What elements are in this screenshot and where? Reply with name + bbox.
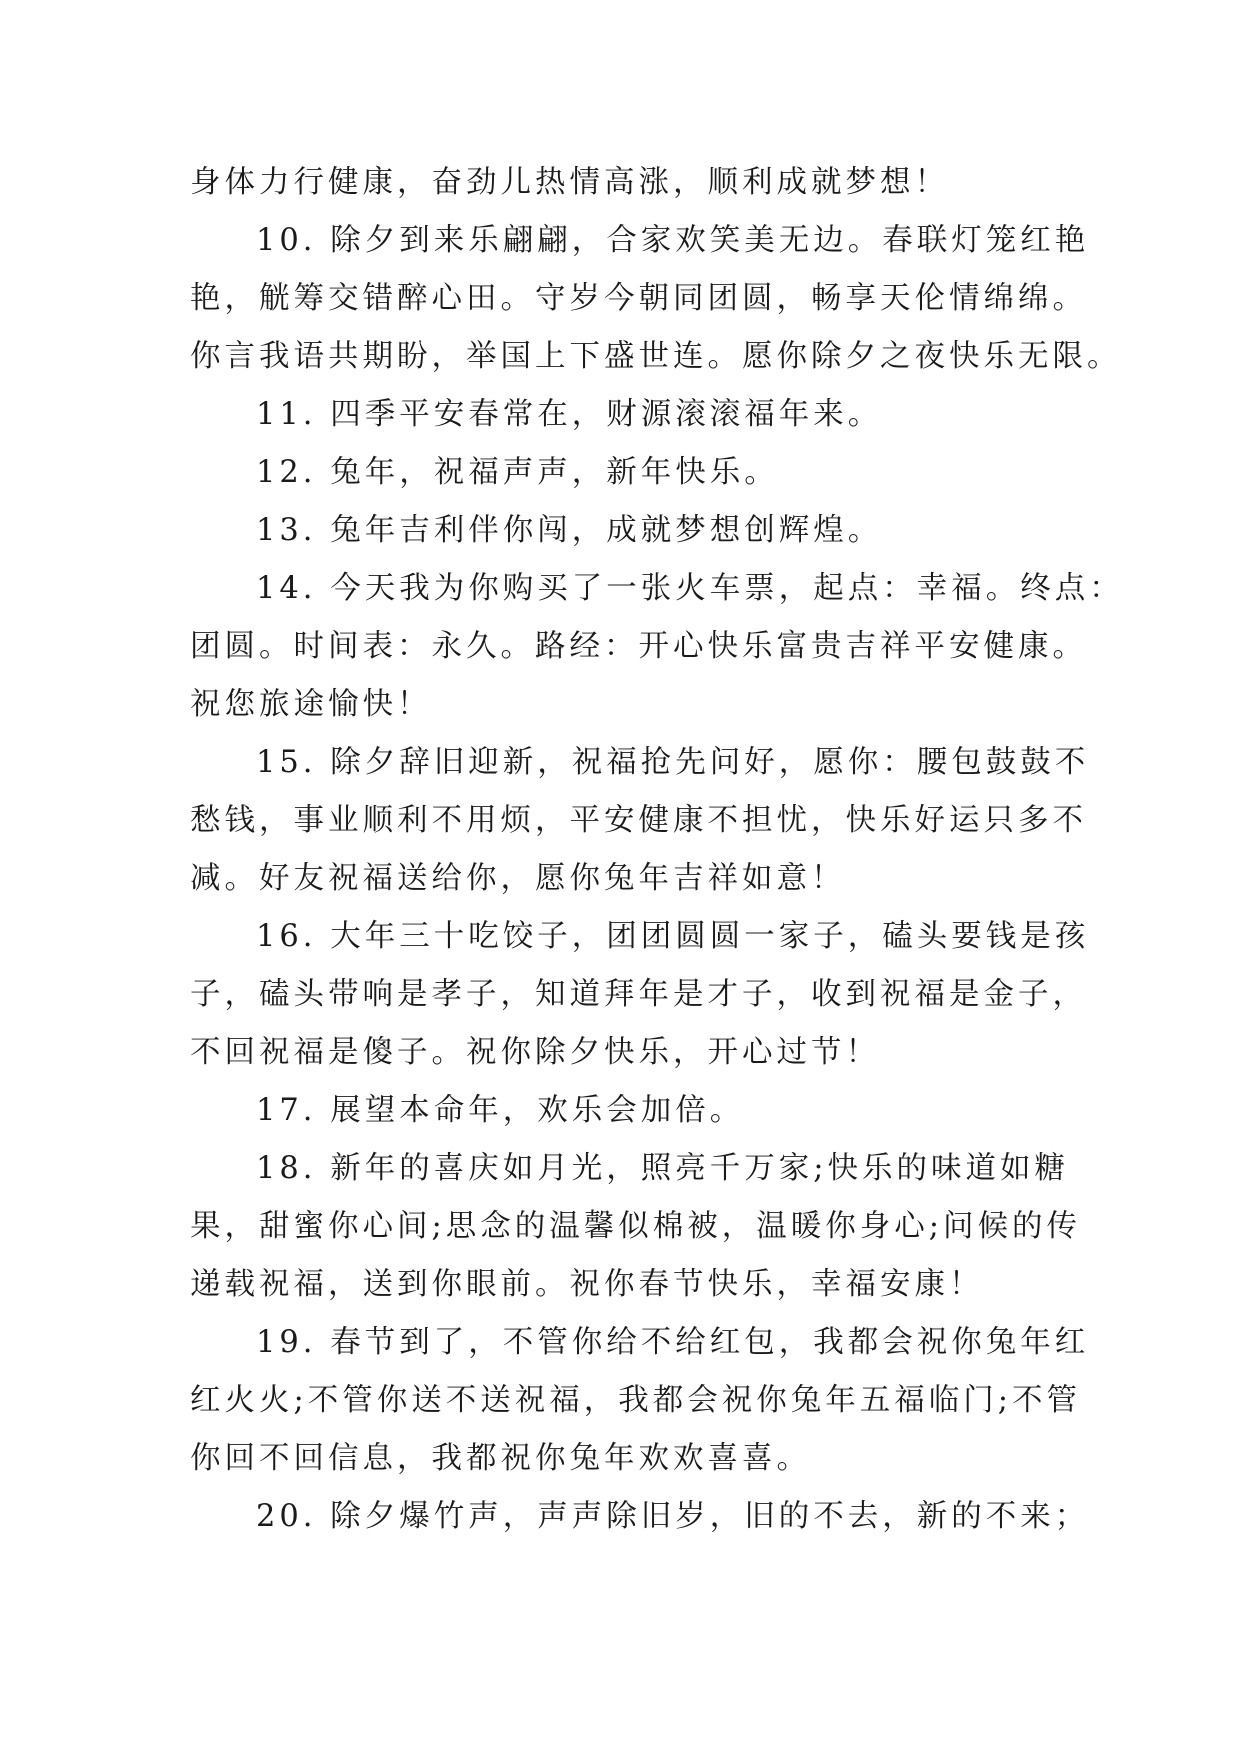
text-line: 12. 兔年，祝福声声，新年快乐。: [256, 455, 779, 490]
text-line: 不回祝福是傻子。祝你除夕快乐，开心过节！: [190, 1035, 880, 1070]
text-line: 16. 大年三十吃饺子，团团圆圆一家子，磕头要钱是孩: [256, 919, 1090, 954]
text-line: 10. 除夕到来乐翩翩，合家欢笑美无边。春联灯笼红艳: [256, 223, 1090, 258]
text-line: 15. 除夕辞旧迎新，祝福抢先问好，愿你：腰包鼓鼓不: [256, 745, 1090, 780]
document-body: [190, 154, 1124, 1546]
text-line: 13. 兔年吉利伴你闯，成就梦想创辉煌。: [256, 513, 883, 548]
text-line: 红火火;不管你送不送祝福，我都会祝你兔年五福临门;不管: [190, 1383, 1082, 1418]
text-line: 祝您旅途愉快！: [190, 687, 432, 722]
text-line: 子，磕头带响是孝子，知道拜年是才子，收到祝福是金子，: [190, 977, 1087, 1012]
text-line: 艳，觥筹交错醉心田。守岁今朝同团圆，畅享天伦情绵绵。: [190, 281, 1087, 316]
text-line: 愁钱，事业顺利不用烦，平安健康不担忧，快乐好运只多不: [190, 803, 1087, 838]
text-line: 11. 四季平安春常在，财源滚滚福年来。: [256, 397, 883, 432]
text-line: 果，甜蜜你心间;思念的温馨似棉被，温暖你身心;问候的传: [190, 1209, 1082, 1244]
text-line: 18. 新年的喜庆如月光，照亮千万家;快乐的味道如糖: [256, 1151, 1069, 1186]
text-line: 20. 除夕爆竹声，声声除旧岁，旧的不去，新的不来；: [256, 1499, 1090, 1534]
text-line: 你言我语共期盼，举国上下盛世连。愿你除夕之夜快乐无限。: [190, 339, 1122, 374]
text-line: 17. 展望本命年，欢乐会加倍。: [256, 1093, 745, 1128]
text-line: 递载祝福，送到你眼前。祝你春节快乐，幸福安康！: [190, 1267, 984, 1302]
text-line: 身体力行健康，奋劲儿热情高涨，顺利成就梦想！: [190, 165, 949, 200]
text-line: 减。好友祝福送给你，愿你兔年吉祥如意！: [190, 861, 846, 896]
text-line: 团圆。时间表：永久。路经：开心快乐富贵吉祥平安健康。: [190, 629, 1087, 664]
text-line: 14. 今天我为你购买了一张火车票，起点：幸福。终点：: [256, 571, 1124, 606]
text-line: 19. 春节到了，不管你给不给红包，我都会祝你兔年红: [256, 1325, 1090, 1360]
text-line: 你回不回信息，我都祝你兔年欢欢喜喜。: [190, 1441, 811, 1476]
